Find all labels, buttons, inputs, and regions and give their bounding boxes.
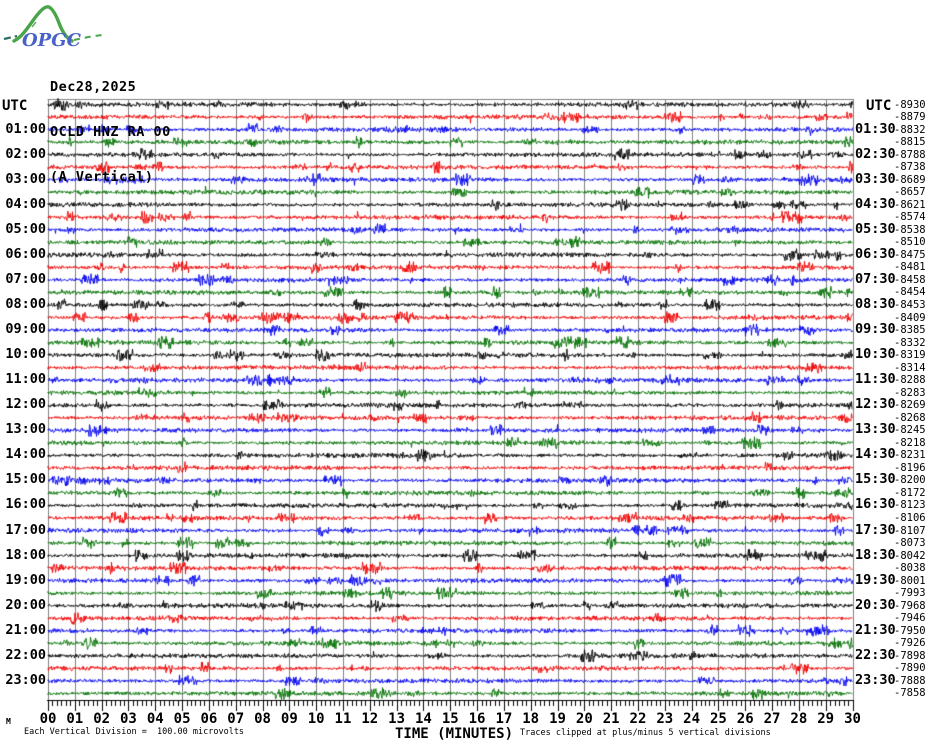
left-time-label: 09:00 (5, 321, 46, 338)
right-time-label: 07:30 (855, 270, 896, 287)
right-time-label: 23:30 (855, 671, 896, 688)
trace-offset-value: -8038 (894, 562, 926, 575)
left-time-label: 11:00 (5, 371, 46, 388)
opgc-logo (2, 2, 110, 50)
trace-offset-value: -7888 (894, 674, 926, 687)
x-tick-label: 22 (629, 711, 647, 727)
trace-offset-value: -8657 (894, 186, 926, 199)
header-date: Dec28,2025 (50, 79, 137, 95)
right-time-label: 12:30 (855, 396, 896, 413)
trace-offset-value: -7946 (894, 612, 926, 625)
right-time-label: 18:30 (855, 546, 896, 563)
right-time-label: 22:30 (855, 646, 896, 663)
title-block (50, 50, 171, 215)
trace-offset-value: -8409 (894, 311, 926, 324)
right-time-label: 21:30 (855, 621, 896, 638)
scale-note: Each Vertical Division = 100.00 microvolts (24, 727, 245, 737)
right-time-label: 08:30 (855, 295, 896, 312)
x-tick-label: 24 (683, 711, 701, 727)
left-time-label: 01:00 (5, 120, 46, 137)
trace-offset-value: -8001 (894, 574, 926, 587)
trace-offset-value: -8123 (894, 499, 926, 512)
left-time-label: 19:00 (5, 571, 46, 588)
trace-offset-value: -8332 (894, 336, 926, 349)
trace-offset-value: -8073 (894, 537, 926, 550)
logo-text: OPGC (22, 30, 81, 50)
left-time-label: 20:00 (5, 596, 46, 613)
trace-offset-value: -7968 (894, 599, 926, 612)
trace-offset-value: -7926 (894, 637, 926, 650)
right-time-label: 01:30 (855, 120, 896, 137)
trace-offset-value: -8538 (894, 223, 926, 236)
trace-offset-value: -8245 (894, 424, 926, 437)
trace-offset-value: -7993 (894, 587, 926, 600)
left-time-label: 10:00 (5, 346, 46, 363)
x-axis-title: TIME (MINUTES) (395, 726, 514, 742)
x-tick-label: 21 (602, 711, 620, 727)
x-tick-label: 20 (575, 711, 593, 727)
x-tick-label: 14 (414, 711, 432, 727)
trace-offset-value: -8314 (894, 361, 926, 374)
trace-offset-value: -8815 (894, 136, 926, 149)
trace-offset-value: -8106 (894, 511, 926, 524)
right-time-label: 03:30 (855, 170, 896, 187)
x-tick-label: 23 (656, 711, 674, 727)
x-tick-label: 15 (441, 711, 459, 727)
left-time-label: 03:00 (5, 170, 46, 187)
right-time-label: 13:30 (855, 421, 896, 438)
x-tick-label: 28 (790, 711, 808, 727)
x-tick-label: 27 (763, 711, 781, 727)
x-tick-label: 25 (709, 711, 727, 727)
trace-offset-value: -8879 (894, 111, 926, 124)
trace-offset-value: -8231 (894, 449, 926, 462)
left-time-label: 07:00 (5, 270, 46, 287)
left-time-label: 13:00 (5, 421, 46, 438)
trace-offset-value: -8689 (894, 173, 926, 186)
trace-offset-value: -7898 (894, 649, 926, 662)
trace-offset-value: -7950 (894, 624, 926, 637)
right-time-label: 20:30 (855, 596, 896, 613)
left-time-label: 04:00 (5, 195, 46, 212)
right-time-label: 06:30 (855, 245, 896, 262)
x-tick-label: 16 (468, 711, 486, 727)
x-tick-label: 04 (146, 711, 164, 727)
x-tick-label: 10 (307, 711, 325, 727)
left-time-label: 21:00 (5, 621, 46, 638)
trace-offset-value: -7890 (894, 662, 926, 675)
trace-offset-value: -8042 (894, 549, 926, 562)
trace-offset-value: -7858 (894, 687, 926, 700)
header-component: (A Vertical) (50, 169, 154, 185)
x-tick-label: 06 (200, 711, 218, 727)
right-time-label: 10:30 (855, 346, 896, 363)
right-time-label: 16:30 (855, 496, 896, 513)
trace-offset-value: -8454 (894, 286, 926, 299)
x-tick-label: 01 (66, 711, 84, 727)
x-tick-label: 08 (254, 711, 271, 727)
x-tick-label: 02 (93, 711, 111, 727)
trace-offset-value: -8475 (894, 248, 926, 261)
x-tick-label: 12 (361, 711, 379, 727)
left-time-label: 16:00 (5, 496, 46, 513)
trace-offset-value: -8510 (894, 236, 926, 249)
x-tick-label: 19 (549, 711, 566, 727)
x-tick-label: 07 (227, 711, 245, 727)
x-tick-label: 00 (39, 711, 57, 727)
left-time-label: 06:00 (5, 245, 46, 262)
x-tick-label: 17 (495, 711, 513, 727)
left-time-label: 08:00 (5, 295, 46, 312)
trace-offset-value: -8453 (894, 298, 926, 311)
utc-label-right: UTC (866, 98, 892, 114)
left-time-label: 12:00 (5, 396, 46, 413)
trace-offset-value: -8319 (894, 349, 926, 362)
trace-offset-value: -8385 (894, 324, 926, 337)
trace-offset-value: -8107 (894, 524, 926, 537)
corner-mark: M (6, 717, 11, 726)
trace-offset-value: -8196 (894, 461, 926, 474)
x-tick-label: 13 (388, 711, 406, 727)
trace-offset-value: -8621 (894, 198, 926, 211)
right-time-label: 15:30 (855, 471, 896, 488)
right-time-label: 19:30 (855, 571, 896, 588)
trace-offset-value: -8283 (894, 386, 926, 399)
right-time-label: 14:30 (855, 446, 896, 463)
x-tick-label: 26 (736, 711, 754, 727)
x-tick-label: 18 (522, 711, 540, 727)
left-time-label: 15:00 (5, 471, 46, 488)
x-tick-label: 09 (280, 711, 298, 727)
right-time-label: 09:30 (855, 321, 896, 338)
trace-offset-value: -8458 (894, 273, 926, 286)
trace-offset-value: -8172 (894, 486, 926, 499)
trace-offset-value: -8788 (894, 148, 926, 161)
right-time-label: 11:30 (855, 371, 896, 388)
left-time-label: 22:00 (5, 646, 46, 663)
right-time-label: 04:30 (855, 195, 896, 212)
x-tick-label: 29 (817, 711, 835, 727)
trace-offset-value: -8930 (894, 98, 926, 111)
left-time-label: 02:00 (5, 145, 46, 162)
utc-label-left: UTC (2, 98, 28, 114)
left-time-label: 23:00 (5, 671, 46, 688)
trace-offset-value: -8218 (894, 436, 926, 449)
x-tick-label: 30 (844, 711, 861, 727)
trace-offset-value: -8269 (894, 399, 926, 412)
x-tick-label: 11 (334, 711, 352, 727)
trace-offset-value: -8268 (894, 411, 926, 424)
x-tick-label: 03 (120, 711, 137, 727)
left-time-label: 14:00 (5, 446, 46, 463)
trace-offset-value: -8738 (894, 161, 926, 174)
trace-offset-value: -8288 (894, 374, 926, 387)
right-time-label: 17:30 (855, 521, 896, 538)
trace-offset-value: -8832 (894, 123, 926, 136)
header-station: OCLD HNZ RA 00 (50, 124, 171, 140)
trace-offset-value: -8481 (894, 261, 926, 274)
left-time-label: 05:00 (5, 220, 46, 237)
clip-note: Traces clipped at plus/minus 5 vertical divisions (520, 728, 771, 738)
trace-offset-value: -8574 (894, 211, 926, 224)
left-time-label: 17:00 (5, 521, 46, 538)
left-time-label: 18:00 (5, 546, 46, 563)
trace-offset-value: -8200 (894, 474, 926, 487)
right-time-label: 02:30 (855, 145, 896, 162)
right-time-label: 05:30 (855, 220, 896, 237)
x-tick-label: 05 (173, 711, 191, 727)
